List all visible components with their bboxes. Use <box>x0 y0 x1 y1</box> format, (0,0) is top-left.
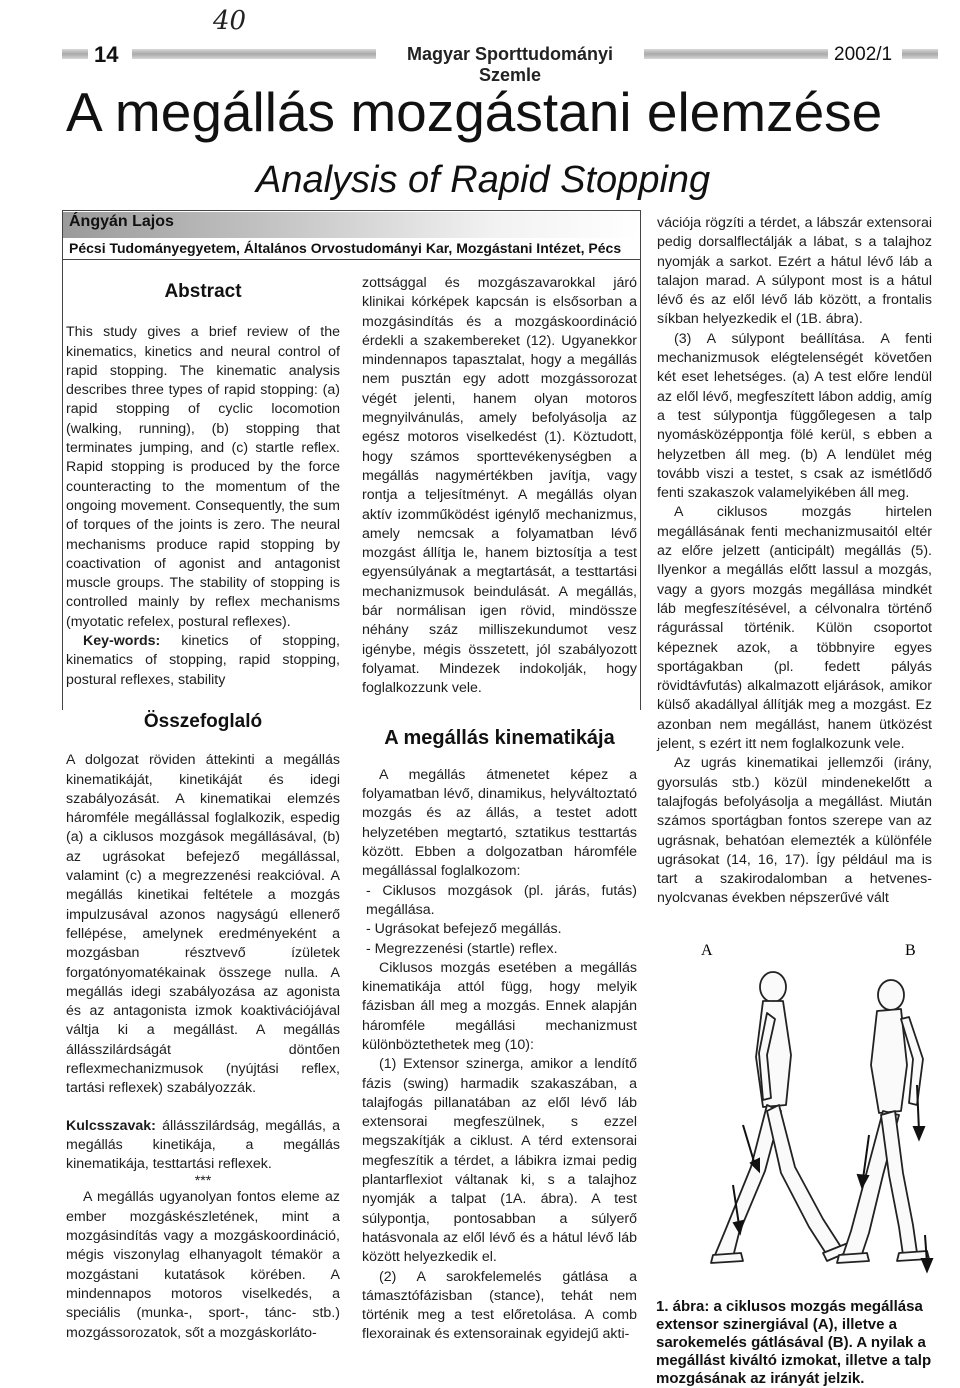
abstract-keywords-label: Key-words: <box>83 633 161 650</box>
stopping-figure <box>655 935 937 1290</box>
page-number: 14 <box>94 42 119 67</box>
column-rule-left <box>62 210 63 710</box>
kinematics-paragraph-1: A megállás átmenetet képez a folyamatban lévő, dinamikus, helyváltoztató mozgás és az állás, a testet adott helyzetében megtartó, sztatikus testtartás között. Ebben a dolgozatban háromféle megállással foglalkozom: <box>362 766 637 880</box>
kinematics-paragraph-2: Ciklusos mozgás esetében a megállás kinematikája attól függ, hogy melyik fázisban áll meg a mozgás. Ennek alapján háromféle megállási mechanizmust különböztethetek meg (10): <box>362 959 637 1053</box>
figure-a-walker <box>711 972 855 1263</box>
header-bar-right <box>902 49 938 59</box>
author-name: Ángyán Lajos <box>69 213 174 230</box>
summary-body: A dolgozat röviden áttekinti a megállás kinematikáját, kinetikáját és idegi szabályozását. A kinematikai elemzés háromféle megállással foglalkozik, espedig (a) a ciklusos mozgások megállásával, (b) az ugrásokat befejező megállással, valamint (c) a megrezzenési reakcióval. A megállás kinetikai feltétele a mozgás impulzusával azonos nagyságú ellenerő fellépése, amelynek eredményeként a mozgásban résztvevő ízületek forgatónyomatékainak összege nulla. A megállás idegi szabályozása az agonista és az antagonista izmok koaktivációjával váltja ki a megállást. A megállás állásszilárdságát döntően reflexmechanizmusok (nyújtási reflex, tartási reflexek) szabályozzák. <box>66 752 340 1097</box>
section-separator: *** <box>194 1173 212 1190</box>
summary-keywords <box>66 1117 340 1175</box>
intro-paragraph: A megállás ugyanolyan fontos eleme az ember mozgáskészletének, mint a mozgásindítás vagy a mozgáskoordináció, mégis viszonylag elhanyagolt témakör a mozgástani kutatások körében. A mindennapos motoros viselkedés, a speciális (munka-, sport-, tánc- stb.) mozgássorozatok, sőt a mozgáskorláto- <box>66 1189 340 1341</box>
kinematics-paragraph-3: (1) Extensor szinerga, amikor a lendítő fázis (swing) harmadik szakaszában, a talajfogás pillanatában az elől lévő láb extensorai megfeszülnek, s ezzel megszakítják a ciklust. A térd extensorai megfeszítik a térdet, a lábikra izmai pedig plantarflexiot váltanak ki, s a talajhoz nyomják a talpat (1A. ábra). A test súlypontja, pontosabban a súlyerő hatásvonala az elől lévő és a hátul lévő láb között helyezkedik el. <box>362 1056 637 1266</box>
kinematics-heading: A megállás kinematikája <box>384 726 615 749</box>
kinematics-paragraph-4: (2) A sarokfelemelés gátlása a támasztófázisban (stance), tehát nem történik meg a test előretolása. A comb flexorainak és extensorainak egyidejű akti- <box>362 1268 637 1343</box>
col3-paragraph-3: A ciklusos mozgás hirtelen megállásának fenti mechanizmusaitól eltér az előre jelzett (anticipált) megállás (5). Ilyenkor a megállás előtt lassul a mozgás, vagy a gyors mozgás megállása mindkét láb megfeszítésével, a célvonalra történő rágurással történik. Külön csoportot képeznek azok, a többnyire egyes sportágakban (pl. fedett pályás rövidtávfutás) alkalmazott eljárások, amikor külső akadállyal állítják meg a mozgást. Ez azonban nem megállást, hanem ütközést jelent, s ezért itt nem foglalkozunk vele. <box>657 504 932 753</box>
abstract-body: This study gives a brief review of the kinematics, kinetics and neural control of rapid stopping. The kinematic analysis describes three types of rapid stopping: (a) rapid stopping of cyclic locomotion (walking, running), (b) stopping that terminates jumping, and (c) startle reflex. Rapid stopping is produced by the force counteracting to the momentum of the ongoing movement. Consequently, the sum of torques of the joints is zero. The neural mechanisms produce rapid stopping by coactivation of agonist and antagonist muscle groups. The stability of stopping is controlled mainly by reflex mechanisms (myotatic refelex, postural reflexes). <box>66 324 340 630</box>
figure-a-head <box>760 972 786 1002</box>
column-3 <box>657 214 932 909</box>
figure-a-back-leg <box>767 1105 841 1255</box>
column-rule-right <box>640 210 641 710</box>
column-2 <box>362 274 637 1345</box>
figure-label-a: A <box>701 942 713 959</box>
summary-keywords-text: állásszilárdság, megállás, a megállás kinetikája, a megállás kinematikája, testtartási reflexek. <box>66 1117 340 1173</box>
stop-type-2: - Ugrásokat befejező megállás. <box>366 921 562 938</box>
col3-paragraph-2: (3) A súlypont beállítása. A fenti mechanizmusok elégtelenségét követően két eset lehetséges. (a) A test előre lendül az elől lévő, megfeszített lábon addig, amíg a test súlypontja függőlegesen a talp nyomásközéppontja fölé kerül, s ebben a helyzetben áll meg. (b) A lendület még tovább viszi a testet, s csak az ismétlődő fenti szakaszok valamelyikében áll meg. <box>657 330 932 502</box>
handwritten-page-mark: 40 <box>213 6 247 36</box>
figure-b-torso <box>871 1009 907 1113</box>
abstract-keywords <box>66 632 340 690</box>
abstract-heading: Abstract <box>164 281 242 302</box>
header-bar-left <box>62 49 88 59</box>
figure-a-front-foot <box>711 1253 743 1263</box>
author-rule-top <box>62 210 641 211</box>
figure-b-back-leg <box>881 1111 917 1255</box>
figure-b-front-foot <box>837 1253 869 1263</box>
author-rule-bottom <box>62 259 641 260</box>
figure-b-arrowhead-heel <box>922 1259 932 1271</box>
figure-b-walker <box>837 980 929 1263</box>
header-bar-mid-left <box>132 49 376 59</box>
stop-type-3: - Megrezzenési (startle) reflex. <box>366 940 558 957</box>
col3-paragraph-1: vációja rögzíti a térdet, a lábszár extensorai pedig dorsalflectálják a lábat, s a talajhoz nyomják a sarkot. Ezért a hátul lévő láb a talajon marad. A súlypont most is a hátul lévő és az elől lévő láb között, a frontalis síkban helyezkedik el (1B. ábra). <box>657 215 932 328</box>
figure-a-arrow-thigh <box>743 1125 755 1165</box>
stop-type-1: - Ciklusos mozgások (pl. járás, futás) megállása. <box>366 882 637 918</box>
figure-caption: 1. ábra: a ciklusos mozgás megállása extensor szinergiával (A), illetve a sarokemelés gátlásával (B). A nyilak a megállást kiváltó izmokat, illetve a talp mozgásának az irányát jelzik. <box>656 1298 932 1387</box>
article-title: A megállás mozgástani elemzése <box>66 81 883 143</box>
journal-name: Magyar Sporttudományi Szemle <box>406 44 614 85</box>
summary-heading: Összefoglaló <box>143 710 263 732</box>
col3-paragraph-4: Az ugrás kinematikai jellemzői (irány, gyorsulás stb.) közül mindenekelőtt a talajfogás befolyásolja a megállást. Miután számos sportágban fontos szerepe van az ugrásnak, behatóan elemezték a különféle ugrásokat (14, 16, 17). Így például ma is tart a szakirodalomban a hetvenes-nyolcvanas években népszerűvé vált <box>657 755 932 907</box>
header-bar-mid-right <box>644 49 828 59</box>
figure-label-b: B <box>905 942 916 959</box>
author-affiliation: Pécsi Tudományegyetem, Általános Orvostudományi Kar, Mozgástani Intézet, Pécs <box>69 240 622 256</box>
article-subtitle: Analysis of Rapid Stopping <box>256 159 711 201</box>
issue-number: 2002/1 <box>834 44 893 65</box>
abstract-keywords-text: kinetics of stopping, kinematics of stopping, rapid stopping, postural reflexes, stability <box>66 633 340 688</box>
intro-continued: zottsággal és mozgászavarokkal járó klinikai kórképek kapcsán is elsősorban a mozgásindítás és a mozgáskoordináció érdekli a szakembereket (12). Ugyanekkor mindennapos tapasztalat, hogy a megállás nem pusztán egy adott mozgássorozat végét jelenti, hanem olyan motoros megnyilvánulás, amely befolyásolja az egész motoros viselkedést (1). Köztudott, hogy számos sporttevékenységben a megállás nagymértékben javítja, vagy rontja a teljesítményt. A megállás olyan aktív izomműködést igénylő mechanizmus, amely nemcsak a folyamatban lévő mozgást állítja le, hanem biztosítja a test egyensúlyának a megtartását, a testtartási mechanizmusok beindulását. A megállás, bár normálisan igen rövid, mindössze néhány száz milliszekundumot vesz igénybe, mégis összetett, jól szabályozott folyamat. Mindezek indokolják, hogy foglalkozzunk vele. <box>362 275 637 697</box>
summary-keywords-label: Kulcsszavak: <box>66 1117 156 1134</box>
figure-b-head <box>878 980 904 1010</box>
column-1 <box>66 276 340 1343</box>
figure-b-arrowhead-thigh <box>914 1127 924 1139</box>
